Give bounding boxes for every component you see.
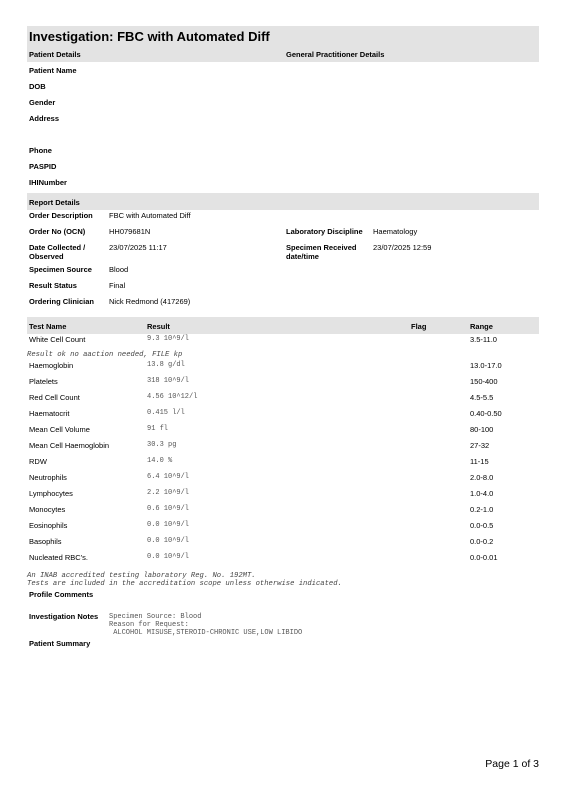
patient-details-heading: Patient Details (29, 50, 81, 59)
cell-test-name: Red Cell Count (29, 393, 80, 402)
cell-result: 318 10^9/l (147, 377, 190, 385)
cell-range: 4.5-5.5 (470, 393, 494, 402)
ihinumber-label: IHINumber (29, 178, 67, 187)
cell-range: 150-400 (470, 377, 498, 386)
col-header-range: Range (470, 322, 493, 331)
table-row (27, 393, 539, 409)
cell-test-name: Mean Cell Volume (29, 425, 90, 434)
cell-range: 0.0-0.5 (470, 521, 494, 530)
table-row (27, 377, 539, 393)
cell-result: 6.4 10^9/l (147, 473, 190, 481)
specimen-received-label-line1: Specimen Received (286, 243, 357, 252)
lab-discipline-label: Laboratory Discipline (286, 227, 363, 236)
report-page (27, 26, 539, 648)
table-row (27, 361, 539, 377)
col-header-test: Test Name (29, 322, 67, 331)
order-no-value: HH079681N (109, 227, 151, 236)
gp-details-heading: General Practitioner Details (286, 50, 385, 59)
cell-result: 0.415 l/l (147, 409, 185, 417)
gender-label: Gender (29, 98, 56, 107)
investigation-notes-line3: ALCOHOL MISUSE,STEROID-CHRONIC USE,LOW LIBIDO (109, 629, 303, 637)
ordering-clinician-value: Nick Redmond (417269) (109, 297, 191, 306)
cell-range: 1.0-4.0 (470, 489, 494, 498)
cell-result: 91 fl (147, 425, 169, 433)
cell-range: 0.40-0.50 (470, 409, 502, 418)
cell-test-name: White Cell Count (29, 335, 86, 344)
cell-test-name: Lymphocytes (29, 489, 73, 498)
date-collected-value: 23/07/2025 11:17 (109, 243, 167, 252)
cell-range: 3.5-11.0 (470, 335, 497, 344)
ordering-clinician-label: Ordering Clinician (29, 297, 95, 306)
profile-comments-label: Profile Comments (29, 590, 94, 599)
patient-details-header (27, 45, 539, 62)
specimen-source-label: Specimen Source (29, 265, 92, 274)
cell-test-name: Platelets (29, 377, 58, 386)
paspid-label: PASPID (29, 162, 57, 171)
investigation-notes-line2: Reason for Request: (109, 621, 189, 629)
cell-result: 4.56 10^12/l (147, 393, 198, 401)
cell-range: 13.0-17.0 (470, 361, 502, 370)
address-label: Address (29, 114, 60, 123)
cell-result: 0.0 10^9/l (147, 553, 190, 561)
dob-label: DOB (29, 82, 46, 91)
cell-test-name: Nucleated RBC's. (29, 553, 88, 562)
wcc-comment: Result ok no aaction needed, FILE kp (27, 351, 183, 359)
result-status-value: Final (109, 281, 126, 290)
cell-test-name: RDW (29, 457, 47, 466)
results-table-header (27, 317, 539, 334)
cell-test-name: Haematocrit (29, 409, 70, 418)
cell-result: 13.8 g/dl (147, 361, 185, 369)
report-details-heading: Report Details (29, 198, 80, 207)
patient-summary-label: Patient Summary (29, 639, 91, 648)
accreditation-line-2: Tests are included in the accreditation scope unless otherwise indicated. (27, 580, 342, 588)
table-row (27, 537, 539, 553)
table-row (27, 457, 539, 473)
result-status-label: Result Status (29, 281, 77, 290)
page-title: Investigation: FBC with Automated Diff (27, 26, 539, 47)
order-description-value: FBC with Automated Diff (109, 211, 191, 220)
table-row (27, 521, 539, 537)
investigation-notes-label: Investigation Notes (29, 612, 99, 621)
cell-range: 27-32 (470, 441, 490, 450)
order-no-label: Order No (OCN) (29, 227, 86, 236)
cell-result: 0.6 10^9/l (147, 505, 190, 513)
date-collected-label-line2: Observed (29, 252, 64, 261)
table-row (27, 335, 539, 351)
col-header-result: Result (147, 322, 170, 331)
page-number: Page 1 of 3 (485, 758, 539, 770)
cell-result: 30.3 pg (147, 441, 177, 449)
patient-name-label: Patient Name (29, 66, 77, 75)
phone-label: Phone (29, 146, 52, 155)
cell-test-name: Haemoglobin (29, 361, 74, 370)
cell-result: 9.3 10^9/l (147, 335, 190, 343)
table-row (27, 505, 539, 521)
cell-result: 0.0 10^9/l (147, 537, 190, 545)
date-collected-label-line1: Date Collected / (29, 243, 86, 252)
cell-result: 2.2 10^9/l (147, 489, 190, 497)
table-row (27, 553, 539, 569)
cell-test-name: Mean Cell Haemoglobin (29, 441, 110, 450)
cell-range: 0.0-0.01 (470, 553, 498, 562)
col-header-flag: Flag (411, 322, 427, 331)
investigation-notes-line1: Specimen Source: Blood (109, 613, 202, 621)
cell-test-name: Eosinophils (29, 521, 68, 530)
table-row (27, 473, 539, 489)
cell-range: 0.0-0.2 (470, 537, 494, 546)
specimen-source-value: Blood (109, 265, 129, 274)
cell-range: 0.2-1.0 (470, 505, 494, 514)
table-row (27, 409, 539, 425)
cell-result: 0.0 10^9/l (147, 521, 190, 529)
table-row (27, 441, 539, 457)
cell-test-name: Neutrophils (29, 473, 67, 482)
lab-discipline-value: Haematology (373, 227, 418, 236)
accreditation-line-1: An INAB accredited testing laboratory Reg. No. 192MT. (27, 572, 256, 580)
cell-test-name: Monocytes (29, 505, 66, 514)
table-row (27, 425, 539, 441)
cell-test-name: Basophils (29, 537, 62, 546)
specimen-received-value: 23/07/2025 12:59 (373, 243, 432, 252)
table-row (27, 489, 539, 505)
report-details-header (27, 193, 539, 210)
cell-result: 14.0 % (147, 457, 173, 465)
cell-range: 2.0-8.0 (470, 473, 494, 482)
specimen-received-label-line2: date/time (286, 252, 319, 261)
cell-range: 11-15 (470, 457, 489, 466)
cell-range: 80-100 (470, 425, 494, 434)
order-description-label: Order Description (29, 211, 93, 220)
